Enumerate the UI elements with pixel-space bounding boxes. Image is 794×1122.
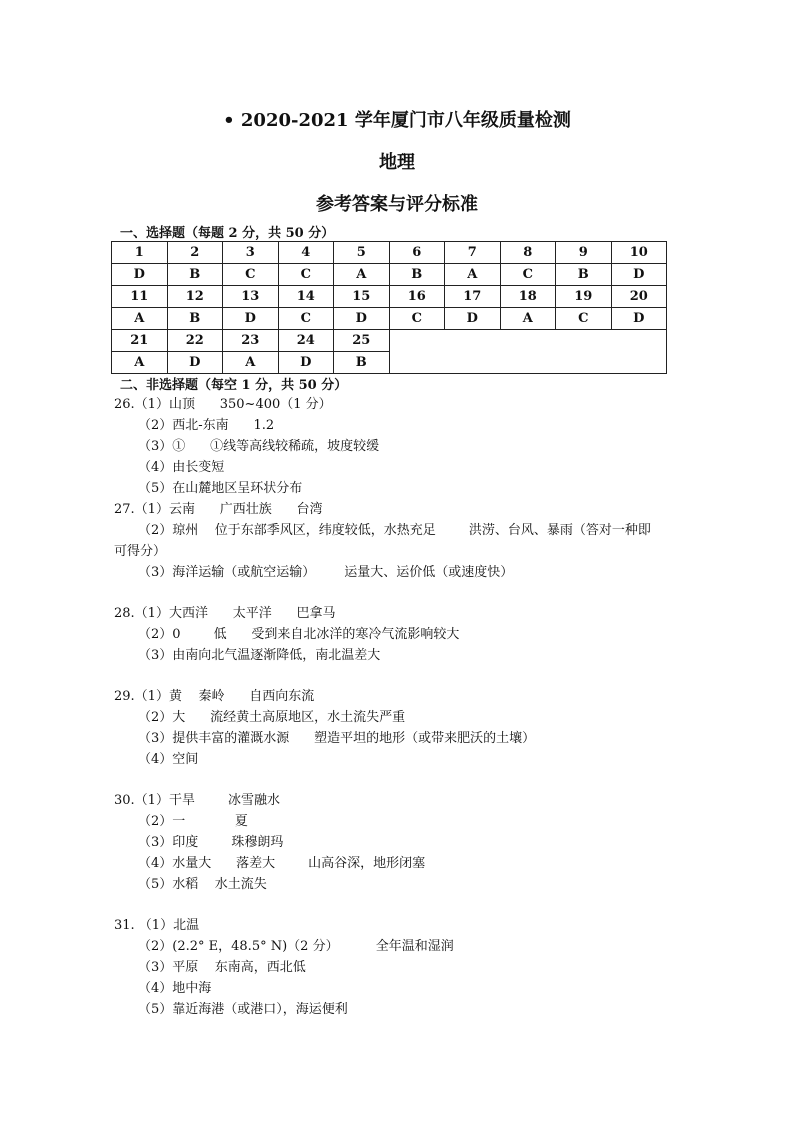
table-cell: 24 <box>278 330 334 352</box>
table-cell: 2 <box>167 242 223 264</box>
q29-line-4: （4）空间 <box>138 752 199 767</box>
table-cell: D <box>611 308 667 330</box>
table-cell: B <box>167 308 223 330</box>
spacer <box>114 895 674 915</box>
table-cell: B <box>556 264 612 286</box>
table-cell: 12 <box>167 286 223 308</box>
table-cell: 11 <box>112 286 168 308</box>
q26-line-2: （2）西北-东南 1.2 <box>138 418 275 433</box>
table-row <box>112 242 667 264</box>
spacer <box>114 770 674 790</box>
table-cell: 7 <box>445 242 501 264</box>
spacer <box>114 666 674 686</box>
empty-cell <box>389 330 667 374</box>
document-title: • 2020-2021 学年厦门市八年级质量检测 <box>223 110 571 131</box>
table-cell: 23 <box>223 330 279 352</box>
table-cell: C <box>278 264 334 286</box>
table-cell: 16 <box>389 286 445 308</box>
table-cell: D <box>112 264 168 286</box>
table-cell: 4 <box>278 242 334 264</box>
table-cell: D <box>223 308 279 330</box>
table-cell: D <box>445 308 501 330</box>
answer-lines <box>114 394 674 1020</box>
table-cell: 22 <box>167 330 223 352</box>
q28-line-2: （2）0 低 受到来自北冰洋的寒冷气流影响较大 <box>138 627 460 642</box>
table-cell: A <box>500 308 556 330</box>
table-cell: C <box>389 308 445 330</box>
q31-line-4: （4）地中海 <box>138 981 212 996</box>
q27-line-2-cont: 可得分） <box>114 544 167 559</box>
q30-line-3: （3）印度 珠穆朗玛 <box>138 835 284 850</box>
q28-line-3: （3）由南向北气温逐渐降低，南北温差大 <box>138 648 381 663</box>
table-cell: C <box>223 264 279 286</box>
table-cell: 14 <box>278 286 334 308</box>
table-cell: D <box>334 308 390 330</box>
spacer <box>114 583 674 603</box>
q31-line-3: （3）平原 东南高，西北低 <box>138 960 306 975</box>
q30-line-5: （5）水稻 水土流失 <box>138 877 267 892</box>
subject-title: 地理 <box>379 152 415 173</box>
table-cell: A <box>445 264 501 286</box>
q26-line-4: （4）由长变短 <box>138 460 225 475</box>
section-choice-heading: 一、选择题（每题 2 分，共 50 分） <box>120 226 335 241</box>
section-nonchoice-heading: 二、非选择题（每空 1 分，共 50 分） <box>120 378 348 393</box>
table-cell: C <box>556 308 612 330</box>
q27-line-2: （2）琼州 位于东部季风区，纬度较低，水热充足 洪涝、台风、暴雨（答对一种即 <box>138 523 651 538</box>
table-cell: D <box>611 264 667 286</box>
table-cell: 9 <box>556 242 612 264</box>
table-cell: A <box>112 308 168 330</box>
table-row <box>112 264 667 286</box>
table-cell: 17 <box>445 286 501 308</box>
q29-line-1: 29.（1）黄 秦岭 自西向东流 <box>114 689 315 704</box>
q27-line-1: 27.（1）云南 广西壮族 台湾 <box>114 502 323 517</box>
table-cell: 1 <box>112 242 168 264</box>
table-cell: D <box>278 352 334 374</box>
q26-line-3: （3）① ①线等高线较稀疏，坡度较缓 <box>138 439 380 454</box>
table-cell: 13 <box>223 286 279 308</box>
table-cell: 19 <box>556 286 612 308</box>
table-cell: 18 <box>500 286 556 308</box>
q26-line-5: （5）在山麓地区呈环状分布 <box>138 481 303 496</box>
q31-line-1: 31. （1）北温 <box>114 918 200 933</box>
q30-line-1: 30.（1）干旱 冰雪融水 <box>114 793 281 808</box>
table-cell: 15 <box>334 286 390 308</box>
table-cell: A <box>112 352 168 374</box>
q29-line-2: （2）大 流经黄土高原地区，水土流失严重 <box>138 710 406 725</box>
choice-answer-table <box>111 241 667 374</box>
q31-line-2: （2）(2.2° E，48.5° N)（2 分） 全年温和湿润 <box>138 939 454 954</box>
answer-key-title: 参考答案与评分标准 <box>316 194 478 215</box>
table-cell: A <box>223 352 279 374</box>
table-cell: 20 <box>611 286 667 308</box>
table-cell: 21 <box>112 330 168 352</box>
table-row <box>112 308 667 330</box>
table-cell: 8 <box>500 242 556 264</box>
table-cell: B <box>389 264 445 286</box>
table-cell: 6 <box>389 242 445 264</box>
table-cell: C <box>500 264 556 286</box>
table-cell: 10 <box>611 242 667 264</box>
table-cell: B <box>167 264 223 286</box>
table-cell: C <box>278 308 334 330</box>
table-cell: 3 <box>223 242 279 264</box>
q31-line-5: （5）靠近海港（或港口），海运便利 <box>138 1002 348 1017</box>
q26-line-1: 26.（1）山顶 350~400（1 分） <box>114 397 332 412</box>
q30-line-2: （2）一 夏 <box>138 814 248 829</box>
q30-line-4: （4）水量大 落差大 山高谷深，地形闭塞 <box>138 856 426 871</box>
table-cell: A <box>334 264 390 286</box>
table-row <box>112 330 667 352</box>
table-cell: B <box>334 352 390 374</box>
q27-line-3: （3）海洋运输（或航空运输） 运量大、运价低（或速度快） <box>138 565 514 580</box>
table-cell: 5 <box>334 242 390 264</box>
table-cell: D <box>167 352 223 374</box>
q28-line-1: 28.（1）大西洋 太平洋 巴拿马 <box>114 606 336 621</box>
q29-line-3: （3）提供丰富的灌溉水源 塑造平坦的地形（或带来肥沃的土壤） <box>138 731 536 746</box>
table-cell: 25 <box>334 330 390 352</box>
table-row <box>112 286 667 308</box>
